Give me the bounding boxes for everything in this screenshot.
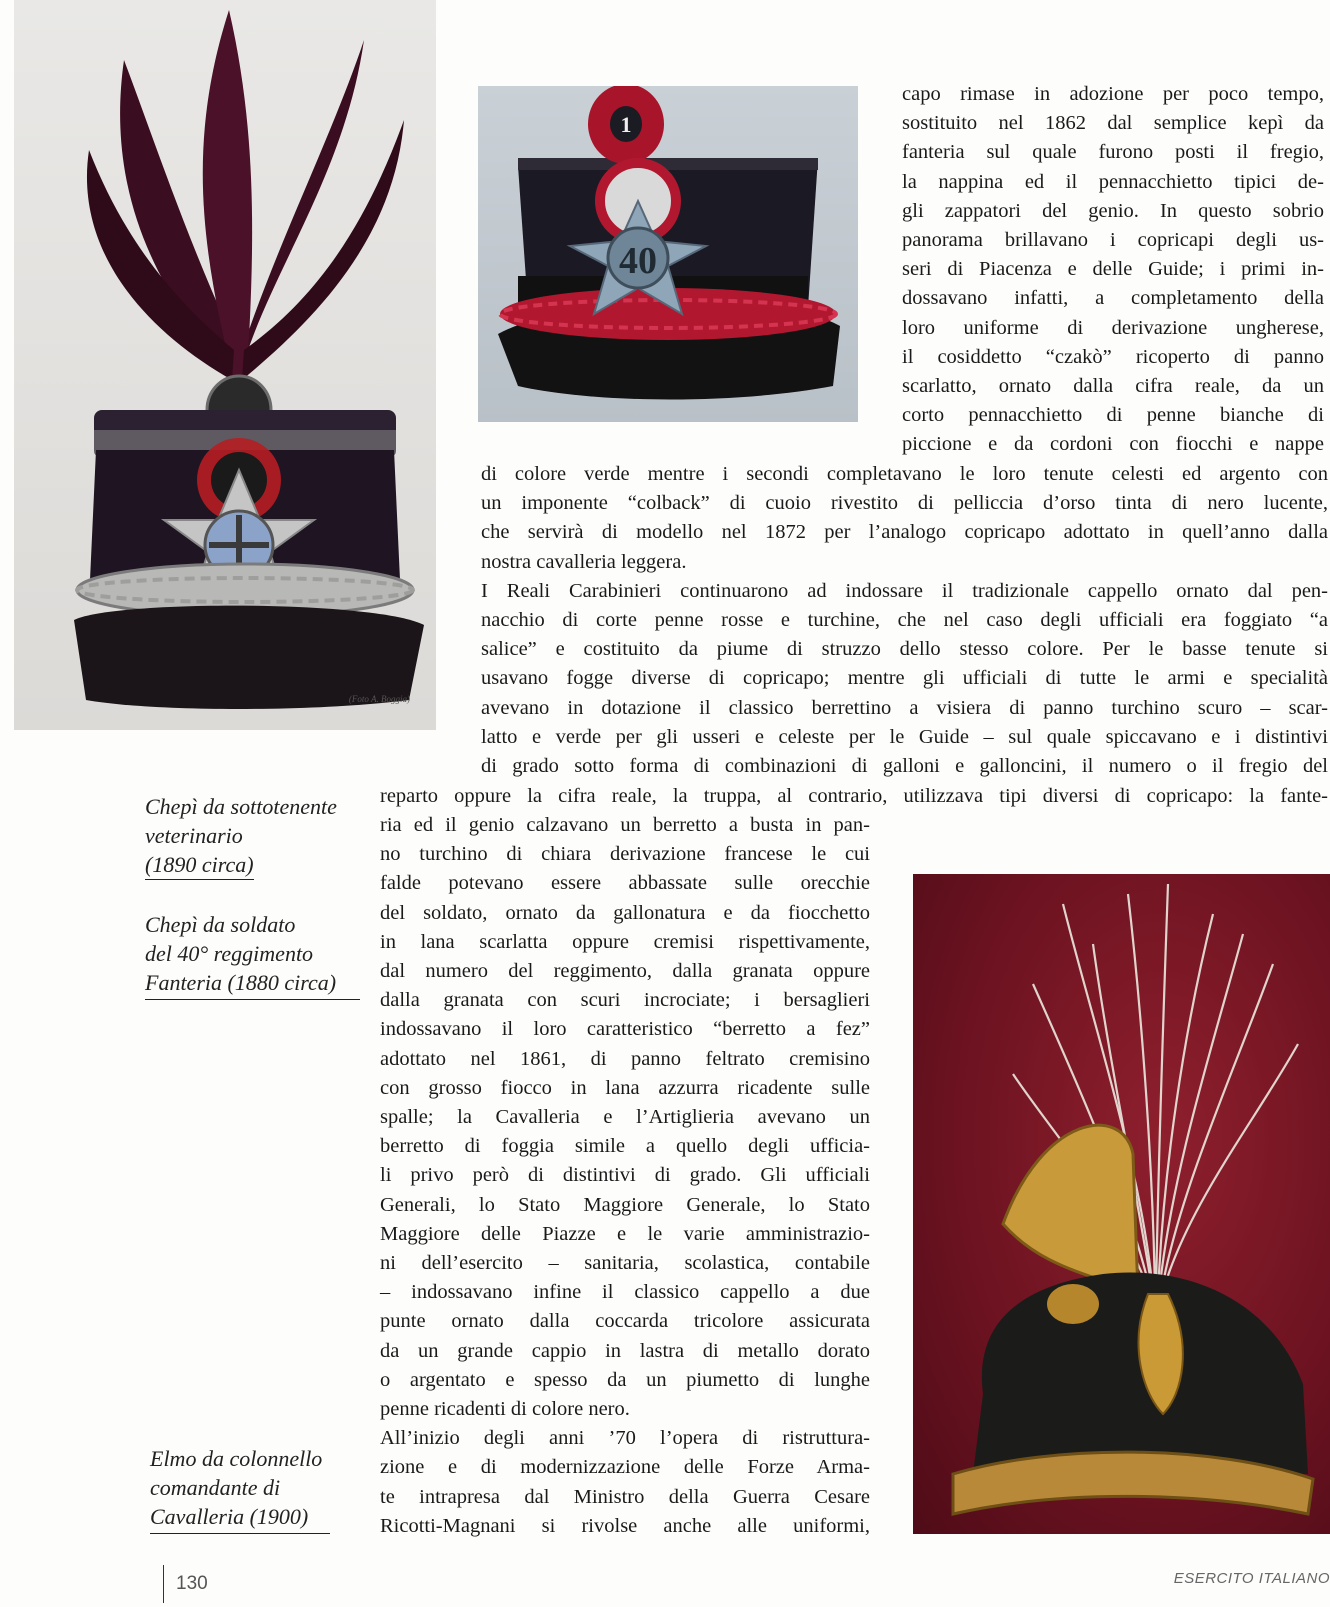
running-head: ESERCITO ITALIANO [1173, 1570, 1330, 1587]
body-line: dalla granata con scuri incrociate; i bersaglieri [380, 989, 870, 1012]
photo-chepi-sottotenente [14, 0, 436, 730]
body-line: Ricotti-Magnani si rivolse anche alle uniformi, [380, 1514, 870, 1537]
body-line: nacchio di corte penne rosse e turchine, che nel caso degli ufficiali era foggiato “a [481, 609, 1328, 632]
body-line: punte ornato dalla coccarda tricolore assicurata [380, 1310, 870, 1333]
body-line: All’inizio degli anni ’70 l’opera di ristruttura- [380, 1427, 870, 1450]
body-line: seri di Piacenza e delle Guide; i primi in- [902, 258, 1324, 281]
body-line: no turchino di chiara derivazione francese le cui [380, 843, 870, 866]
body-column-wide [481, 460, 1328, 781]
body-column-narrow [380, 811, 870, 1541]
body-line: adottato nel 1861, di panno feltrato cremisino [380, 1047, 870, 1070]
body-line: spalle; la Cavalleria e l’Artiglieria avevano un [380, 1106, 870, 1129]
body-line: usavano fogge diverse di copricapo; mentre gli ufficiali di tutte le armi e specialità [481, 667, 1328, 690]
body-line: ria ed il genio calzavano un berretto a busta in pan- [380, 814, 870, 836]
body-line: reparto oppure la cifra reale, la truppa, al contrario, utilizzava tipi diversi di copricapo: la fante- [380, 785, 1328, 807]
caption-line: Elmo da colonnello [150, 1446, 323, 1471]
body-line: Generali, lo Stato Maggiore Generale, lo Stato [380, 1193, 870, 1216]
body-line: un imponente “colback” di cuoio rivestito di pelliccia d’orso tinta di nero lucente, [481, 492, 1328, 515]
body-line: che servirà di modello nel 1872 per l’analogo copricapo adottato in quell’anno dalla [481, 521, 1328, 544]
caption-chepi-sottotenente [145, 792, 360, 882]
caption-line: Cavalleria (1900) [150, 1504, 309, 1529]
photo-credit: (Foto A. Boggia) [348, 694, 410, 704]
body-line: latto e verde per gli usseri e celeste per le Guide – sul quale spiccavano e i distintivi [481, 725, 1328, 748]
body-line: zione e di modernizzazione delle Forze Arma- [380, 1456, 870, 1479]
body-line: da un grande cappio in lastra di metallo dorato [380, 1339, 870, 1362]
body-line: avevano in dotazione il classico berrettino a visiera di panno turchino scuro – scar- [481, 696, 1328, 719]
photo-chepi-soldato [478, 86, 858, 422]
body-line: li privo però di distintivi di grado. Gli ufficiali [380, 1164, 870, 1187]
chepi-sottotenente-illustration [14, 0, 436, 730]
chepi-soldato-illustration [478, 86, 858, 422]
body-line: dossavano infatti, a completamento della [902, 287, 1324, 310]
caption-line: Fanteria (1880 circa) [145, 970, 337, 995]
body-line: fanteria sul quale furono posti il fregio, [902, 141, 1324, 164]
caption-line: (1890 circa) [145, 850, 254, 880]
body-line: corto pennacchietto di penne bianche di [902, 404, 1324, 427]
body-line: con grosso fiocco in lana azzurra ricadente sulle [380, 1076, 870, 1099]
body-line-reparto [380, 782, 1328, 811]
body-line: piccione e da cordoni con fiocchi e nappe [902, 433, 1324, 456]
caption-line: veterinario [145, 823, 243, 848]
body-column-top-right [902, 80, 1324, 460]
page-number: 130 [163, 1565, 208, 1603]
pompon-number: 1 [620, 112, 632, 137]
caption-line: Chepì da soldato [145, 912, 296, 937]
body-line: penne ricadenti di colore nero. [380, 1398, 630, 1421]
body-line: sostituito nel 1862 dal semplice kepì da [902, 112, 1324, 135]
caption-line: del 40° reggimento [145, 941, 314, 966]
body-line: capo rimase in adozione per poco tempo, [902, 83, 1324, 105]
body-line: il cosiddetto “czakò” ricoperto di panno [902, 345, 1324, 368]
body-line: te intrapresa dal Ministro della Guerra Cesare [380, 1485, 870, 1508]
body-line: salice” e costituito da piume di struzzo dello stesso colore. Per le basse tenute si [481, 638, 1328, 661]
body-line: berretto di foggia simile a quello degli ufficia- [380, 1135, 870, 1158]
body-line: in lana scarlatta oppure cremisi rispettivamente, [380, 930, 870, 953]
body-line: indossavano il loro caratteristico “berretto a fez” [380, 1018, 870, 1041]
body-line: panorama brillavano i copricapi degli us- [902, 229, 1324, 252]
body-line: gli zappatori del genio. In questo sobrio [902, 199, 1324, 222]
body-line: di colore verde mentre i secondi completavano le loro tenute celesti ed argento con [481, 463, 1328, 485]
body-line: I Reali Carabinieri continuarono ad indossare il tradizionale cappello ornato dal pen- [481, 579, 1328, 602]
body-line: ni dell’esercito – sanitaria, scolastica, contabile [380, 1252, 870, 1275]
body-line: dal numero del reggimento, dalla granata oppure [380, 960, 870, 983]
body-line: Maggiore delle Piazze e le varie amministrazio- [380, 1222, 870, 1245]
body-line: falde potevano essere abbassate sulle orecchie [380, 872, 870, 895]
body-line: – indossavano infine il classico cappello a due [380, 1281, 870, 1304]
body-line: loro uniforme di derivazione ungherese, [902, 316, 1324, 339]
caption-elmo-colonnello [150, 1444, 330, 1534]
photo-elmo-colonnello [913, 874, 1330, 1534]
body-line: o argentato e spesso da un piumetto di lunghe [380, 1368, 870, 1391]
body-line: del soldato, ornato da gallonatura e da fiocchetto [380, 901, 870, 924]
body-line: scarlatto, ornato dalla cifra reale, da un [902, 375, 1324, 398]
caption-chepi-soldato [145, 910, 360, 1000]
body-line: di grado sotto forma di combinazioni di galloni e galloncini, il numero o il fregio del [481, 755, 1328, 778]
body-line: nostra cavalleria leggera. [481, 550, 687, 573]
badge-number: 40 [619, 240, 657, 282]
elmo-illustration [913, 874, 1330, 1534]
body-line: la nappina ed il pennacchietto tipici de- [902, 170, 1324, 193]
caption-line: Chepì da sottotenente [145, 794, 337, 819]
caption-line: comandante di [150, 1475, 281, 1500]
